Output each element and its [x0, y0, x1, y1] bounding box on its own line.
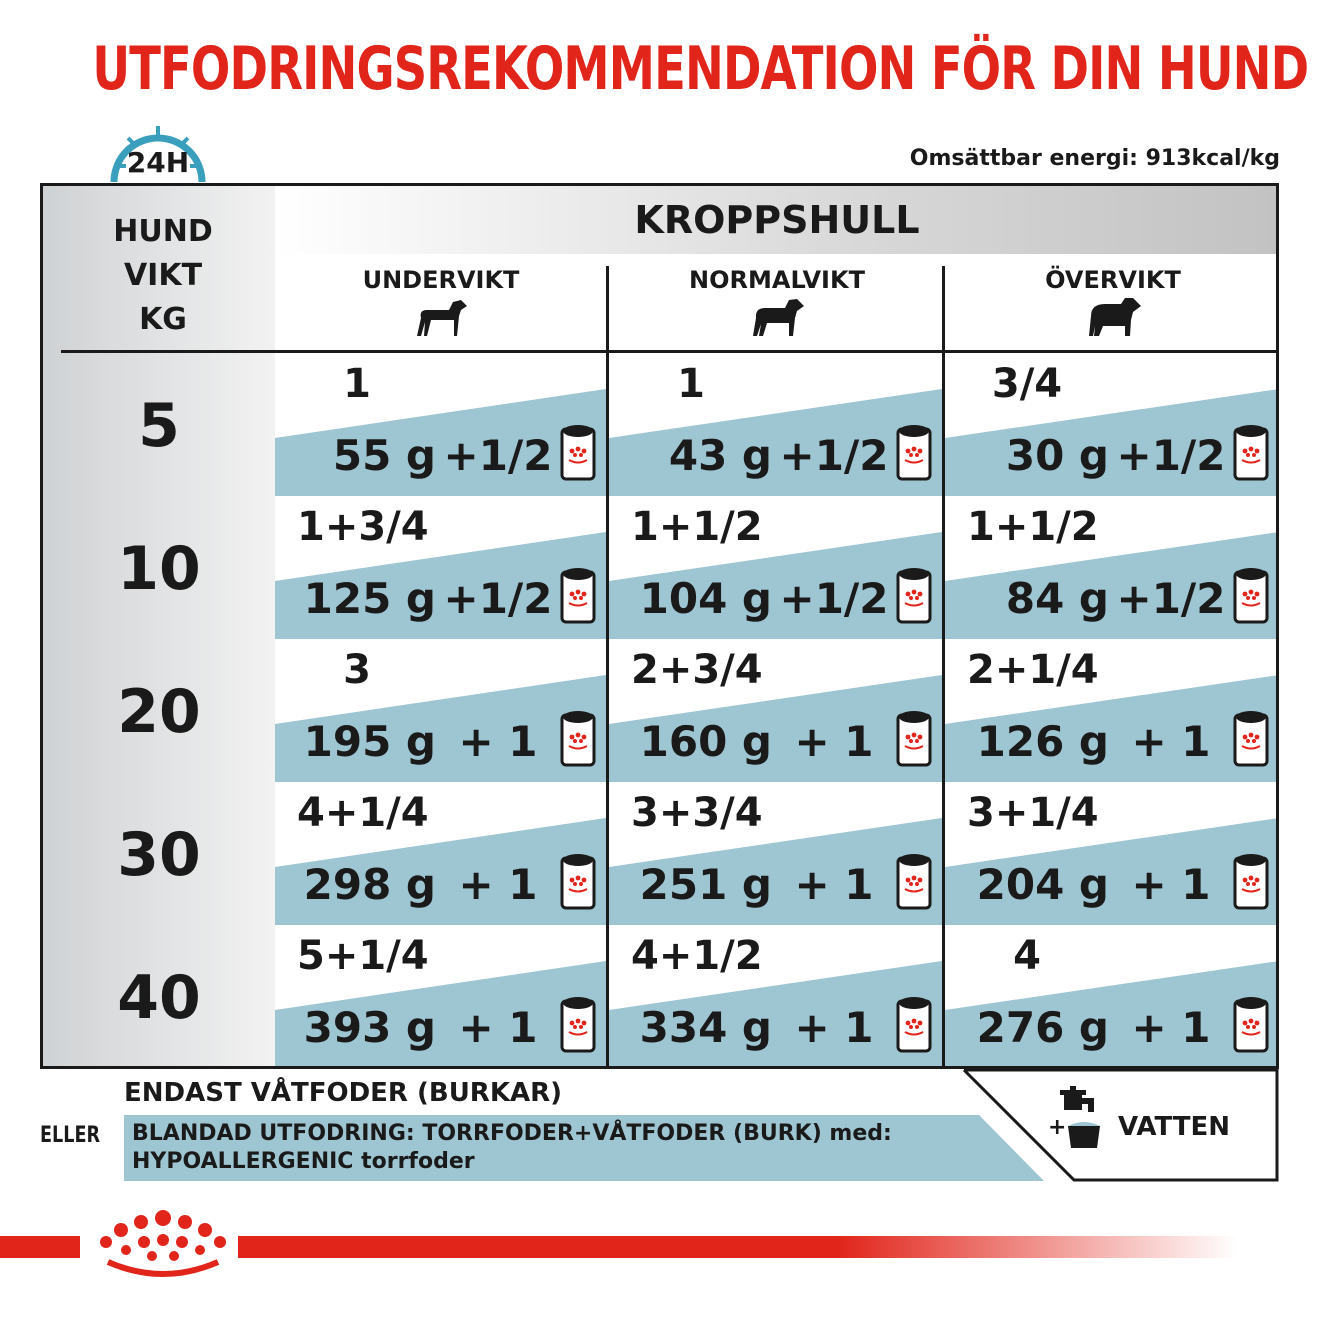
wet-food-amount: + 1 — [1131, 717, 1211, 766]
can-icon — [560, 709, 596, 771]
column-header-label: UNDERVIKT — [362, 266, 520, 294]
can-icon — [896, 566, 932, 628]
can-icon — [896, 852, 932, 914]
can-icon — [1233, 995, 1269, 1057]
wet-food-amount: +1/2 — [1116, 574, 1226, 623]
cans-per-day: 4 — [1013, 933, 1041, 979]
table-cell — [275, 353, 606, 496]
wet-food-amount: + 1 — [458, 1003, 538, 1052]
cans-per-day: 1 — [343, 361, 371, 407]
table-cell — [275, 496, 606, 639]
dry-food-grams: 160 g — [639, 717, 772, 766]
energy-info: Omsättbar energi: 913kcal/kg — [909, 146, 1280, 171]
cans-per-day: 2+1/4 — [967, 647, 1099, 693]
table-cell — [609, 639, 942, 782]
dry-food-grams: 298 g — [303, 860, 436, 909]
can-icon — [560, 995, 596, 1057]
table-cell — [609, 353, 942, 496]
clock-24h-icon — [106, 116, 210, 186]
weight-value: 40 — [117, 963, 201, 1033]
table-cell — [945, 639, 1279, 782]
table-cell — [275, 639, 606, 782]
dry-food-grams: 55 g — [332, 431, 436, 480]
legend-mixed-line: HYPOALLERGENIC torrfoder — [132, 1149, 475, 1174]
wet-food-amount: + 1 — [794, 1003, 874, 1052]
brand-bar-left — [0, 1236, 80, 1258]
weight-value: 30 — [117, 820, 201, 890]
table-body — [43, 186, 1279, 1066]
dry-food-grams: 43 g — [668, 431, 772, 480]
dry-food-grams: 393 g — [303, 1003, 436, 1052]
weight-header-line: HUND — [113, 214, 213, 249]
table-cell — [609, 782, 942, 925]
can-icon — [896, 423, 932, 485]
feeding-table — [40, 183, 1279, 1069]
weight-value: 20 — [117, 677, 201, 747]
wet-food-amount: + 1 — [458, 860, 538, 909]
weight-value: 10 — [117, 534, 201, 604]
can-icon — [1233, 423, 1269, 485]
wet-food-amount: +1/2 — [443, 574, 553, 623]
water-plus-sign: + — [1048, 1115, 1067, 1140]
dry-food-grams: 104 g — [639, 574, 772, 623]
dry-food-grams: 84 g — [1005, 574, 1109, 623]
cans-per-day: 1 — [677, 361, 705, 407]
cans-per-day: 4+1/4 — [297, 790, 429, 836]
can-icon — [560, 423, 596, 485]
cans-per-day: 3+3/4 — [631, 790, 763, 836]
legend-mixed — [132, 1120, 892, 1176]
dry-food-grams: 251 g — [639, 860, 772, 909]
table-cell — [945, 925, 1279, 1068]
cans-per-day: 1+1/2 — [967, 504, 1099, 550]
dry-food-grams: 334 g — [639, 1003, 772, 1052]
dry-food-grams: 276 g — [976, 1003, 1109, 1052]
column-header-label: ÖVERVIKT — [1045, 266, 1181, 294]
cans-per-day: 5+1/4 — [297, 933, 429, 979]
dry-food-grams: 195 g — [303, 717, 436, 766]
table-cell — [609, 925, 942, 1068]
wet-food-amount: +1/2 — [443, 431, 553, 480]
wet-food-amount: +1/2 — [779, 431, 889, 480]
dry-food-grams: 204 g — [976, 860, 1109, 909]
wet-food-amount: +1/2 — [779, 574, 889, 623]
cans-per-day: 3+1/4 — [967, 790, 1099, 836]
can-icon — [560, 852, 596, 914]
cans-per-day: 3 — [343, 647, 371, 693]
wet-food-amount: + 1 — [1131, 860, 1211, 909]
wet-food-amount: + 1 — [458, 717, 538, 766]
wet-food-amount: + 1 — [1131, 1003, 1211, 1052]
cans-per-day: 3/4 — [991, 361, 1063, 407]
table-cell — [945, 353, 1279, 496]
brand-bar-right — [238, 1236, 1238, 1258]
weight-header-line: VIKT — [123, 258, 203, 293]
table-cell — [275, 925, 606, 1068]
table-cell — [945, 782, 1279, 925]
cans-per-day: 4+1/2 — [631, 933, 763, 979]
weight-header-line: KG — [139, 302, 187, 337]
can-icon — [896, 709, 932, 771]
column-header-label: NORMALVIKT — [689, 266, 865, 294]
legend-or: ELLER — [40, 1123, 101, 1148]
page-title: UTFODRINGSREKOMMENDATION FÖR DIN HUND — [92, 34, 1309, 104]
dry-food-grams: 125 g — [303, 574, 436, 623]
can-icon — [1233, 709, 1269, 771]
clock-label: 24H — [126, 146, 190, 179]
dry-food-grams: 126 g — [976, 717, 1109, 766]
cans-per-day: 2+3/4 — [631, 647, 763, 693]
table-cell — [275, 782, 606, 925]
table-cell — [609, 496, 942, 639]
wet-food-amount: + 1 — [794, 860, 874, 909]
table-cell — [945, 496, 1279, 639]
legend-water: VATTEN — [1118, 1112, 1231, 1142]
royal-crown-logo — [94, 1206, 232, 1282]
wet-food-amount: + 1 — [794, 717, 874, 766]
weight-value: 5 — [138, 391, 180, 461]
cans-per-day: 1+1/2 — [631, 504, 763, 550]
can-icon — [896, 995, 932, 1057]
dry-food-grams: 30 g — [1005, 431, 1109, 480]
wet-food-amount: +1/2 — [1116, 431, 1226, 480]
body-condition-header: KROPPSHULL — [634, 198, 920, 242]
cans-per-day: 1+3/4 — [297, 504, 429, 550]
legend-mixed-line: BLANDAD UTFODRING: TORRFODER+VÅTFODER (BURK) med: — [132, 1121, 892, 1146]
can-icon — [1233, 566, 1269, 628]
legend-wet-only: ENDAST VÅTFODER (BURKAR) — [124, 1078, 563, 1108]
can-icon — [1233, 852, 1269, 914]
can-icon — [560, 566, 596, 628]
